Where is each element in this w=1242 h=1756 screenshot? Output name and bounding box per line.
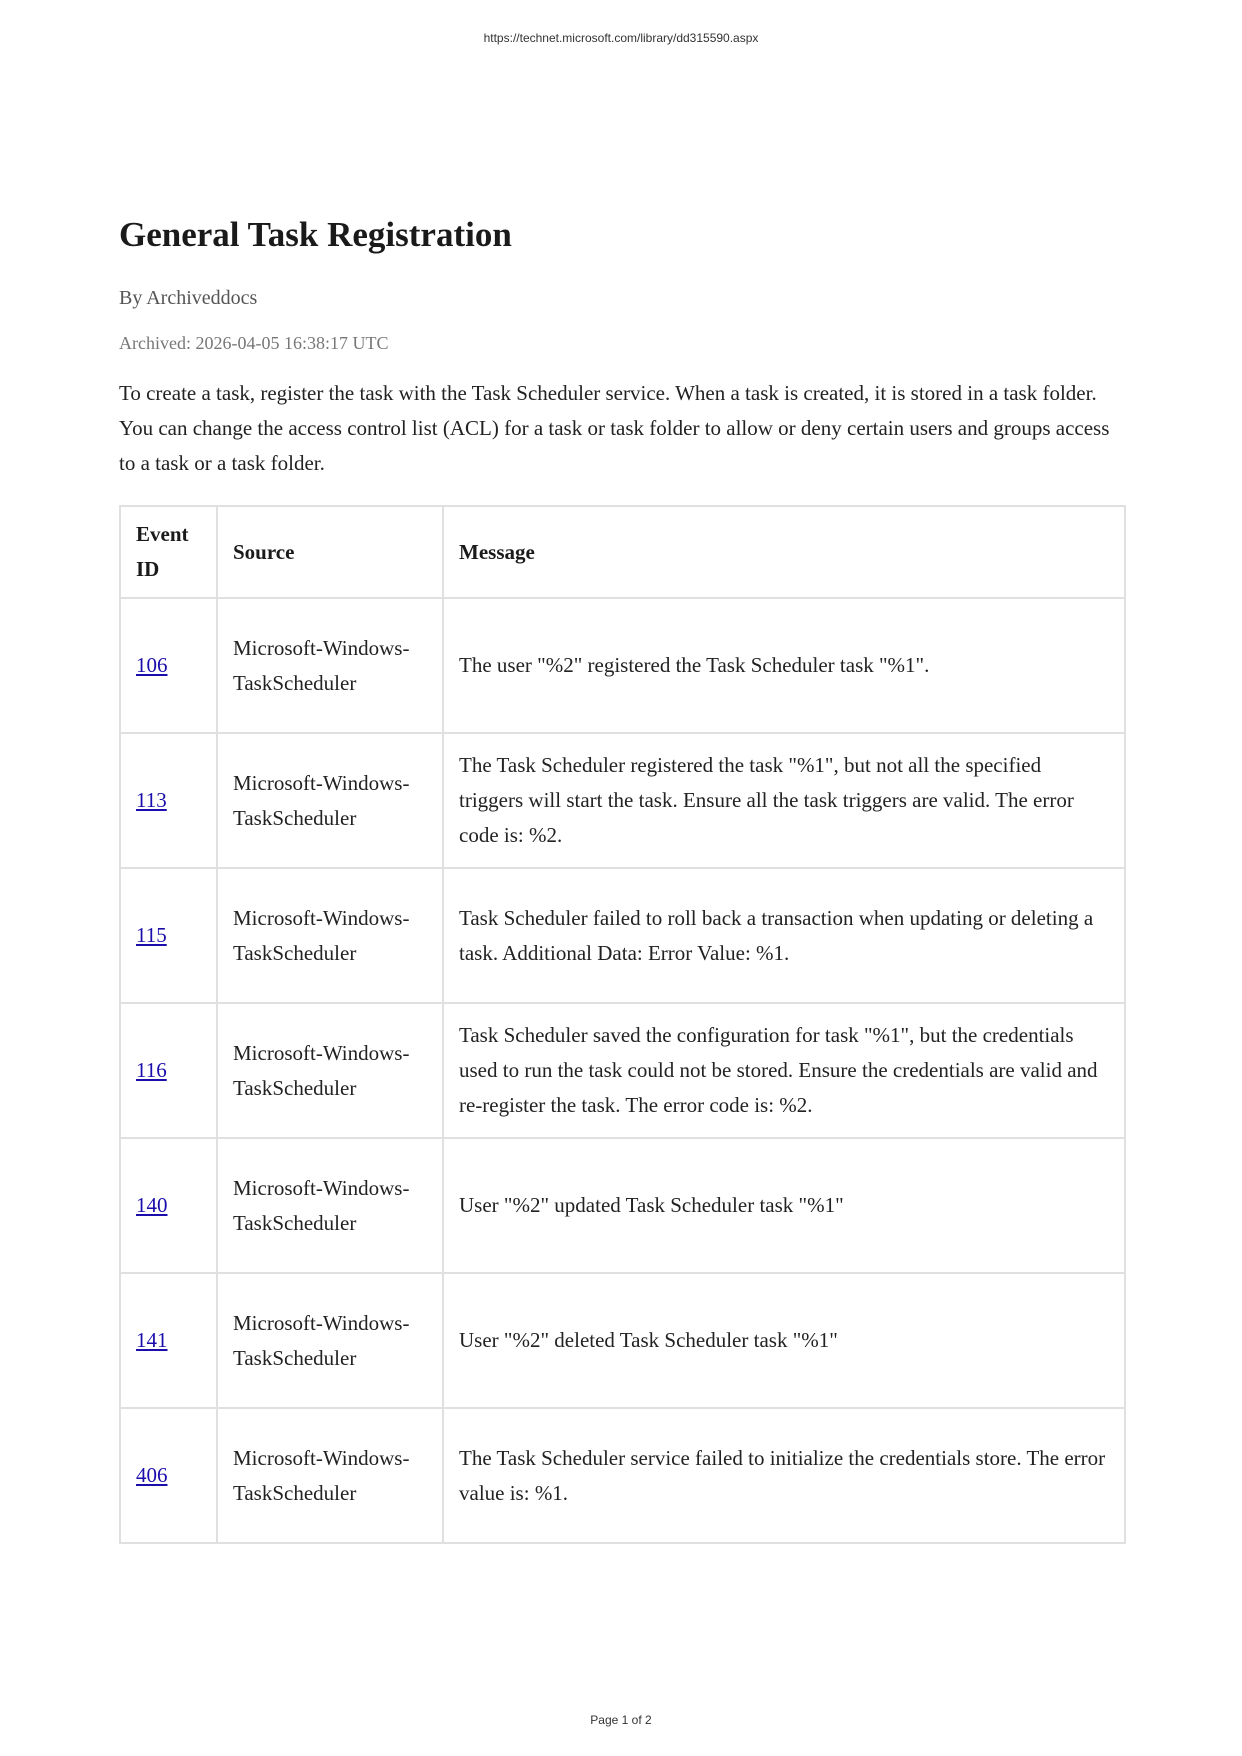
event-id-cell (120, 598, 217, 733)
table-row (120, 1273, 1125, 1408)
source-cell: Microsoft-Windows-TaskScheduler (217, 1138, 443, 1273)
event-id-cell (120, 1138, 217, 1273)
header-source: Source (217, 506, 443, 598)
event-id-cell (120, 1408, 217, 1543)
event-id-cell (120, 1273, 217, 1408)
page-url: https://technet.microsoft.com/library/dd315590.aspx (483, 31, 759, 45)
header-message: Message (443, 506, 1125, 598)
event-id-cell (120, 868, 217, 1003)
message-cell: User "%2" deleted Task Scheduler task "%1" (443, 1273, 1125, 1408)
message-cell: The Task Scheduler service failed to initialize the credentials store. The error value is: %1. (443, 1408, 1125, 1543)
source-cell: Microsoft-Windows-TaskScheduler (217, 868, 443, 1003)
event-id-link[interactable]: 141 (136, 1328, 168, 1352)
source-cell: Microsoft-Windows-TaskScheduler (217, 1273, 443, 1408)
header-event-id: Event ID (120, 506, 217, 598)
table-row (120, 733, 1125, 868)
event-id-link[interactable]: 140 (136, 1193, 168, 1217)
page-title: General Task Registration (119, 215, 512, 254)
message-cell: The user "%2" registered the Task Scheduler task "%1". (443, 598, 1125, 733)
event-id-link[interactable]: 106 (136, 653, 168, 677)
message-cell: The Task Scheduler registered the task "%1", but not all the specified triggers will start the task. Ensure all the task triggers are valid. The error code is: %2. (443, 733, 1125, 868)
table-header-row (120, 506, 1125, 598)
message-cell: Task Scheduler saved the configuration for task "%1", but the credentials used to run the task could not be stored. Ensure the credentials are valid and re-register the task. The error code is: %2. (443, 1003, 1125, 1138)
table-row (120, 1003, 1125, 1138)
table-row (120, 598, 1125, 733)
event-id-cell (120, 1003, 217, 1138)
event-id-link[interactable]: 115 (136, 923, 167, 947)
source-cell: Microsoft-Windows-TaskScheduler (217, 1003, 443, 1138)
event-id-link[interactable]: 406 (136, 1463, 168, 1487)
message-cell: User "%2" updated Task Scheduler task "%1" (443, 1138, 1125, 1273)
events-table (119, 505, 1126, 1544)
message-cell: Task Scheduler failed to roll back a transaction when updating or deleting a task. Additional Data: Error Value: %1. (443, 868, 1125, 1003)
intro-paragraph: To create a task, register the task with the Task Scheduler service. When a task is created, it is stored in a task folder. You can change the access control list (ACL) for a task or task folder to allow or deny certain users and groups access to a task or a task folder. (119, 381, 1110, 475)
source-cell: Microsoft-Windows-TaskScheduler (217, 1408, 443, 1543)
event-id-cell (120, 733, 217, 868)
article (119, 210, 1124, 1544)
source-cell: Microsoft-Windows-TaskScheduler (217, 598, 443, 733)
archived-timestamp: Archived: 2026-04-05 16:38:17 UTC (119, 333, 389, 353)
table-row (120, 1408, 1125, 1543)
table-row (120, 1138, 1125, 1273)
page-number: Page 1 of 2 (590, 1713, 652, 1727)
event-id-link[interactable]: 113 (136, 788, 167, 812)
byline: By Archiveddocs (119, 287, 258, 309)
table-row (120, 868, 1125, 1003)
source-cell: Microsoft-Windows-TaskScheduler (217, 733, 443, 868)
event-id-link[interactable]: 116 (136, 1058, 167, 1082)
